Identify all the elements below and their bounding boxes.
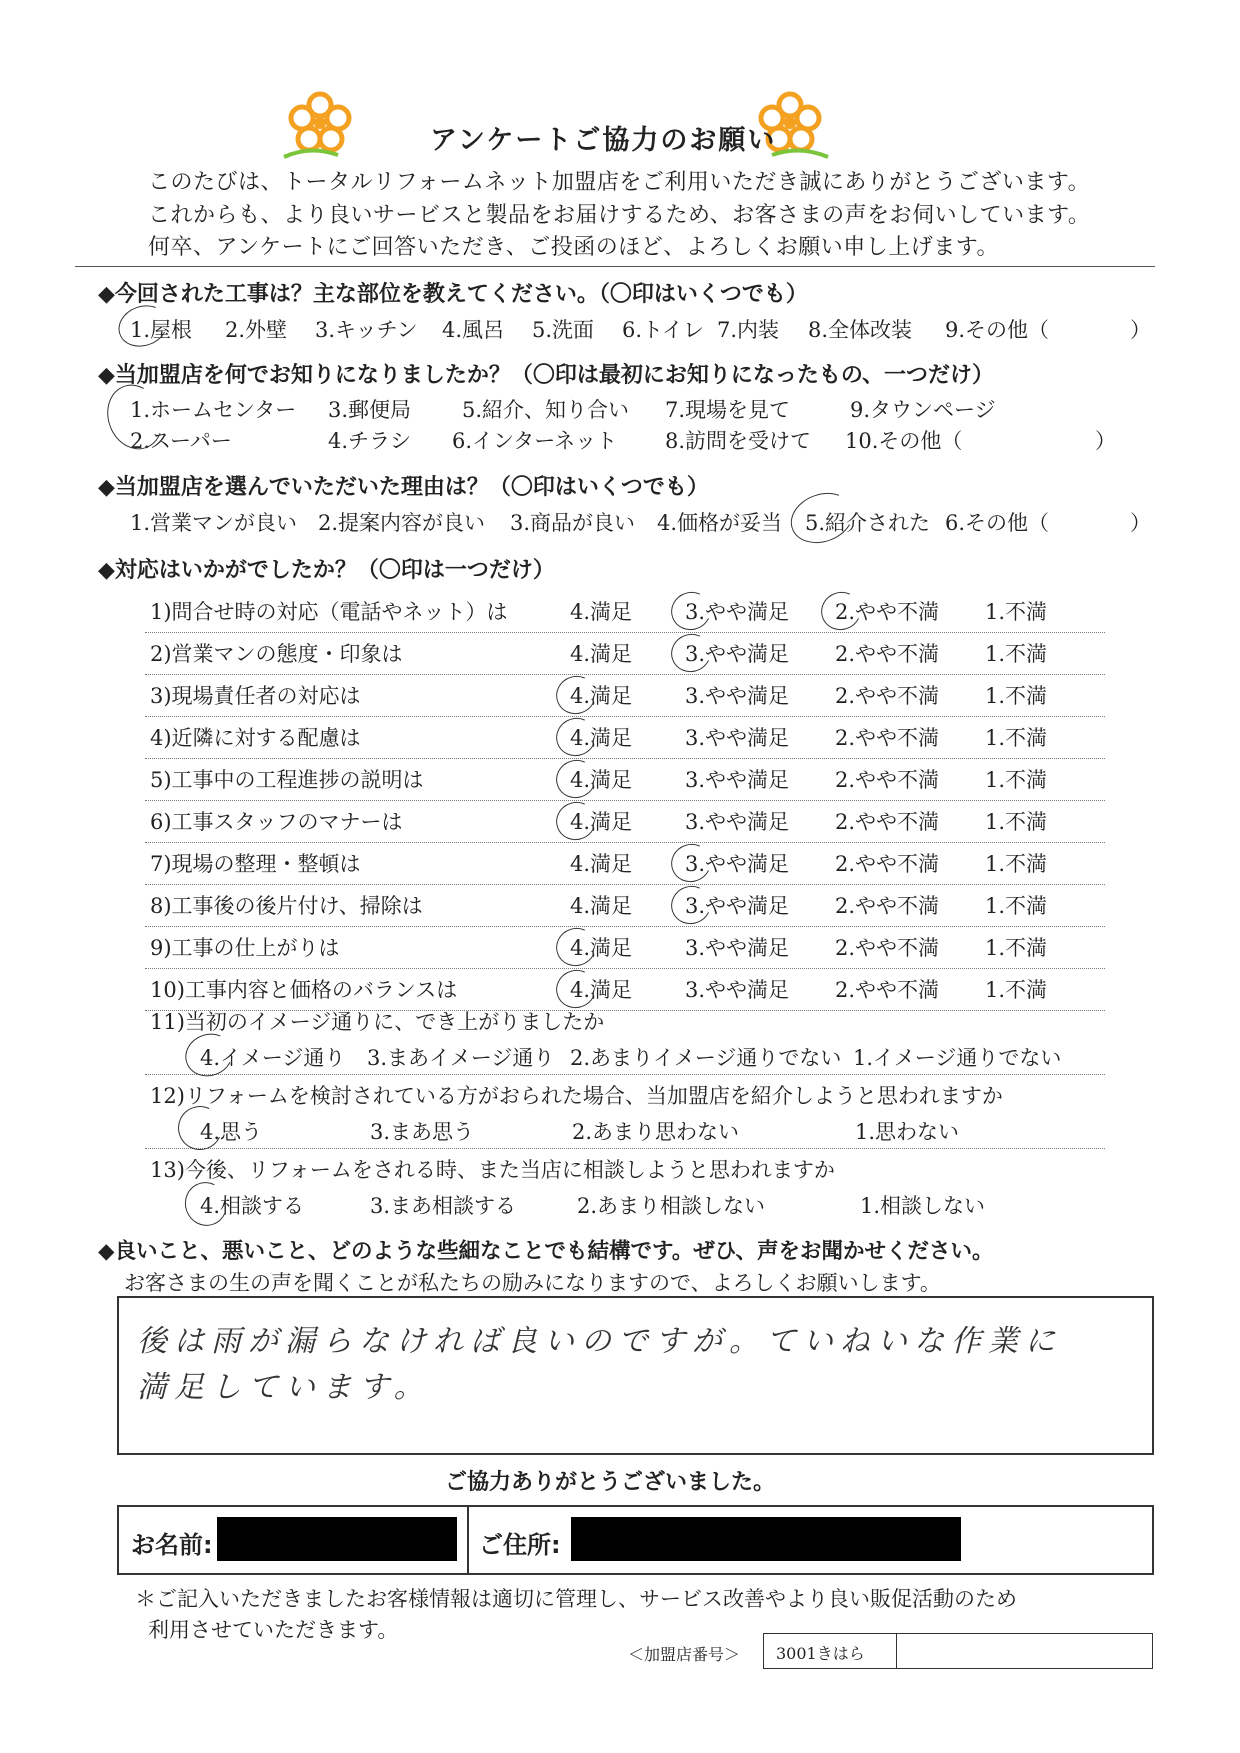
rating-option[interactable]: 4.満足 bbox=[570, 852, 633, 876]
q1-option-other[interactable]: 9.その他（ bbox=[945, 318, 1050, 342]
q3-option-sales[interactable]: 1.営業マンが良い bbox=[130, 511, 298, 535]
q13-option-1[interactable]: 1.相談しない bbox=[860, 1194, 986, 1218]
q2-option-site[interactable]: 7.現場を見て bbox=[665, 398, 791, 422]
rating-question: 6)工事スタッフのマナーは bbox=[150, 810, 403, 834]
rating-check-mark bbox=[666, 880, 717, 929]
rating-row bbox=[145, 800, 1105, 843]
rating-row bbox=[145, 632, 1105, 675]
rating-option[interactable]: 3.やや満足 bbox=[685, 768, 790, 792]
rating-option[interactable]: 3.やや満足 bbox=[685, 936, 790, 960]
q1-option-kitchen[interactable]: 3.キッチン bbox=[315, 318, 418, 342]
rating-question: 3)現場責任者の対応は bbox=[150, 684, 361, 708]
rating-option[interactable]: 1.不満 bbox=[985, 600, 1048, 624]
flower-icon-left bbox=[280, 85, 360, 165]
comments-heading: ◆良いこと、悪いこと、どのような些細なことでも結構です。ぜひ、声をお聞かせください。 bbox=[98, 1239, 994, 1264]
rating-row bbox=[145, 758, 1105, 801]
q12-option-3[interactable]: 3.まあ思う bbox=[370, 1120, 475, 1144]
q2-option-referral[interactable]: 5.紹介、知り合い bbox=[462, 398, 630, 422]
rating-option[interactable]: 2.やや不満 bbox=[835, 852, 940, 876]
q12-question: 12)リフォームを検討されている方がおられた場合、当加盟店を紹介しようと思われますか bbox=[150, 1084, 1003, 1108]
rating-option[interactable]: 4.満足 bbox=[570, 726, 633, 750]
q3-option-proposal[interactable]: 2.提案内容が良い bbox=[318, 511, 486, 535]
rating-option[interactable]: 1.不満 bbox=[985, 978, 1048, 1002]
rating-check-mark bbox=[551, 796, 602, 845]
member-number-value: 3001きはら bbox=[776, 1644, 865, 1663]
q3-option-other[interactable]: 6.その他（ bbox=[945, 511, 1050, 535]
rating-check-mark bbox=[551, 712, 602, 761]
rating-question: 8)工事後の後片付け、掃除は bbox=[150, 894, 423, 918]
rating-option[interactable]: 2.やや不満 bbox=[835, 894, 940, 918]
q1-heading: ◆今回された工事は？主な部位を教えてください。（〇印はいくつでも） bbox=[98, 282, 808, 307]
q3-option-other-close: ） bbox=[1130, 511, 1151, 535]
q4-heading: ◆対応はいかがでしたか？（〇印は一つだけ） bbox=[98, 558, 555, 583]
page-title: アンケートご協力のお願い bbox=[430, 125, 777, 156]
rating-option[interactable]: 2.やや不満 bbox=[835, 936, 940, 960]
intro-line-2: これからも、より良いサービスと製品をお届けするため、お客さまの声をお伺いしています。 bbox=[148, 203, 1091, 228]
rating-row bbox=[145, 716, 1105, 759]
rating-check-mark bbox=[551, 922, 602, 971]
footnote-line-1: ＊ご記入いただきましたお客様情報は適切に管理し、サービス改善やより良い販促活動のため bbox=[135, 1587, 1017, 1611]
rating-check-mark bbox=[666, 838, 717, 887]
q3-option-referred[interactable]: 5.紹介された bbox=[805, 511, 931, 535]
rating-option[interactable]: 4.満足 bbox=[570, 600, 633, 624]
contact-divider bbox=[467, 1507, 469, 1573]
q12-option-4[interactable]: 4.思う bbox=[200, 1120, 263, 1144]
rating-option[interactable]: 3.やや満足 bbox=[685, 600, 790, 624]
member-number-label: ＜加盟店番号＞ bbox=[628, 1645, 741, 1664]
rating-question: 5)工事中の工程進捗の説明は bbox=[150, 768, 424, 792]
rating-option[interactable]: 4.満足 bbox=[570, 936, 633, 960]
q11-question: 11)当初のイメージ通りに、でき上がりましたか bbox=[150, 1010, 605, 1034]
q11-option-2[interactable]: 2.あまりイメージ通りでない bbox=[570, 1046, 842, 1070]
rating-option[interactable]: 4.満足 bbox=[570, 978, 633, 1002]
q11-option-1[interactable]: 1.イメージ通りでない bbox=[853, 1046, 1062, 1070]
rating-check-mark bbox=[551, 670, 602, 719]
q2-option-other-close: ） bbox=[1095, 429, 1116, 453]
rating-option[interactable]: 3.やや満足 bbox=[685, 684, 790, 708]
rating-option[interactable]: 1.不満 bbox=[985, 684, 1048, 708]
rating-option[interactable]: 2.やや不満 bbox=[835, 726, 940, 750]
q11-row bbox=[145, 1006, 1105, 1075]
rating-option[interactable]: 3.やや満足 bbox=[685, 894, 790, 918]
rating-option[interactable]: 2.やや不満 bbox=[835, 768, 940, 792]
rating-row bbox=[145, 842, 1105, 885]
q12-option-2[interactable]: 2.あまり思わない bbox=[572, 1120, 740, 1144]
q2-option-homecenter[interactable]: 1.ホームセンター bbox=[130, 398, 297, 422]
contact-box bbox=[117, 1505, 1154, 1575]
name-label: お名前: bbox=[131, 1531, 213, 1559]
q13-question: 13)今後、リフォームをされる時、また当店に相談しようと思われますか bbox=[150, 1158, 835, 1182]
rating-row bbox=[145, 884, 1105, 927]
q2-option-townpage[interactable]: 9.タウンページ bbox=[850, 398, 996, 422]
q2-option-internet[interactable]: 6.インターネット bbox=[452, 429, 618, 453]
rating-option[interactable]: 1.不満 bbox=[985, 726, 1048, 750]
address-label: ご住所: bbox=[479, 1531, 561, 1559]
rating-question: 10)工事内容と価格のバランスは bbox=[150, 978, 458, 1002]
member-number-box bbox=[763, 1633, 1153, 1669]
q2-heading: ◆当加盟店を何でお知りになりましたか？（〇印は最初にお知りになったもの、一つだけ） bbox=[98, 363, 995, 388]
rating-option[interactable]: 2.やや不満 bbox=[835, 978, 940, 1002]
rating-option[interactable]: 3.やや満足 bbox=[685, 852, 790, 876]
rating-question: 2)営業マンの態度・印象は bbox=[150, 642, 403, 666]
rating-check-mark bbox=[551, 754, 602, 803]
rating-option[interactable]: 4.満足 bbox=[570, 642, 633, 666]
q3-option-product[interactable]: 3.商品が良い bbox=[510, 511, 636, 535]
rating-check-mark bbox=[816, 586, 867, 635]
member-number-divider bbox=[896, 1634, 897, 1668]
comment-line-1: 後は雨が漏らなければ良いのですが。ていねいな作業に bbox=[137, 1324, 1062, 1359]
q2-option-postoffice[interactable]: 3.郵便局 bbox=[328, 398, 412, 422]
rating-option[interactable]: 3.やや満足 bbox=[685, 810, 790, 834]
q1-option-other-close: ） bbox=[1130, 318, 1151, 342]
q2-option-other[interactable]: 10.その他（ bbox=[845, 429, 963, 453]
q1-option-interior[interactable]: 7.内装 bbox=[717, 318, 780, 342]
q1-option-roof[interactable]: 1.屋根 bbox=[130, 318, 193, 342]
q3-check-mark bbox=[784, 485, 861, 552]
rating-question: 7)現場の整理・整頓は bbox=[150, 852, 361, 876]
name-redacted[interactable] bbox=[217, 1517, 457, 1561]
rating-option[interactable]: 1.不満 bbox=[985, 768, 1048, 792]
q2-option-visit[interactable]: 8.訪問を受けて bbox=[665, 429, 812, 453]
q13-option-4[interactable]: 4.相談する bbox=[200, 1194, 305, 1218]
rating-option[interactable]: 2.やや不満 bbox=[835, 810, 940, 834]
rating-option[interactable]: 4.満足 bbox=[570, 894, 633, 918]
q1-option-toilet[interactable]: 6.トイレ bbox=[622, 318, 704, 342]
rating-row bbox=[145, 590, 1105, 633]
footnote-line-2: 利用させていただきます。 bbox=[148, 1618, 399, 1642]
rating-check-mark bbox=[666, 586, 717, 635]
q13-option-3[interactable]: 3.まあ相談する bbox=[370, 1194, 517, 1218]
rating-option[interactable]: 3.やや満足 bbox=[685, 726, 790, 750]
rating-question: 1)問合せ時の対応（電話やネット）は bbox=[150, 600, 508, 624]
rating-option[interactable]: 1.不満 bbox=[985, 936, 1048, 960]
rating-option[interactable]: 2.やや不満 bbox=[835, 684, 940, 708]
q12-row bbox=[145, 1080, 1105, 1149]
q2-option-super[interactable]: 2.スーパー bbox=[130, 429, 232, 453]
intro-line-3: 何卒、アンケートにご回答いただき、ご投函のほど、よろしくお願い申し上げます。 bbox=[148, 235, 1000, 260]
q3-option-price[interactable]: 4.価格が妥当 bbox=[657, 511, 783, 535]
q13-row bbox=[145, 1154, 1105, 1222]
rating-option[interactable]: 4.満足 bbox=[570, 768, 633, 792]
intro-line-1: このたびは、トータルリフォームネット加盟店をご利用いただき誠にありがとうございます。 bbox=[148, 170, 1091, 195]
q2-option-flyer[interactable]: 4.チラシ bbox=[328, 429, 412, 453]
q13-check-mark bbox=[179, 1176, 234, 1232]
rating-option[interactable]: 1.不満 bbox=[985, 852, 1048, 876]
rating-row bbox=[145, 674, 1105, 717]
address-redacted[interactable] bbox=[571, 1517, 961, 1561]
q1-option-wash[interactable]: 5.洗面 bbox=[532, 318, 595, 342]
q12-option-1[interactable]: 1.思わない bbox=[855, 1120, 960, 1144]
q1-option-bath[interactable]: 4.風呂 bbox=[442, 318, 505, 342]
comments-box[interactable] bbox=[117, 1296, 1154, 1455]
rating-check-mark bbox=[666, 628, 717, 677]
rating-option[interactable]: 1.不満 bbox=[985, 894, 1048, 918]
comment-line-2: 満足しています。 bbox=[137, 1370, 431, 1405]
q11-option-4[interactable]: 4.イメージ通り bbox=[200, 1046, 346, 1070]
rating-row bbox=[145, 968, 1105, 1011]
rating-option[interactable]: 3.やや満足 bbox=[685, 978, 790, 1002]
q1-option-wall[interactable]: 2.外壁 bbox=[225, 318, 288, 342]
q1-option-full[interactable]: 8.全体改装 bbox=[808, 318, 913, 342]
rating-option[interactable]: 1.不満 bbox=[985, 810, 1048, 834]
rating-option[interactable]: 1.不満 bbox=[985, 642, 1048, 666]
rating-question: 9)工事の仕上がりは bbox=[150, 936, 340, 960]
rating-question: 4)近隣に対する配慮は bbox=[150, 726, 361, 750]
thanks-text: ご協力ありがとうございました。 bbox=[445, 1470, 776, 1495]
rating-option[interactable]: 4.満足 bbox=[570, 810, 633, 834]
divider bbox=[75, 266, 1155, 267]
q11-option-3[interactable]: 3.まあイメージ通り bbox=[367, 1046, 555, 1070]
rating-option[interactable]: 2.やや不満 bbox=[835, 642, 940, 666]
q3-heading: ◆当加盟店を選んでいただいた理由は？（〇印はいくつでも） bbox=[98, 475, 709, 500]
q13-option-2[interactable]: 2.あまり相談しない bbox=[577, 1194, 766, 1218]
rating-row bbox=[145, 926, 1105, 969]
rating-option[interactable]: 4.満足 bbox=[570, 684, 633, 708]
rating-option[interactable]: 3.やや満足 bbox=[685, 642, 790, 666]
comments-subheading: お客さまの生の声を聞くことが私たちの励みになりますので、よろしくお願いします。 bbox=[124, 1271, 941, 1295]
rating-option[interactable]: 2.やや不満 bbox=[835, 600, 940, 624]
